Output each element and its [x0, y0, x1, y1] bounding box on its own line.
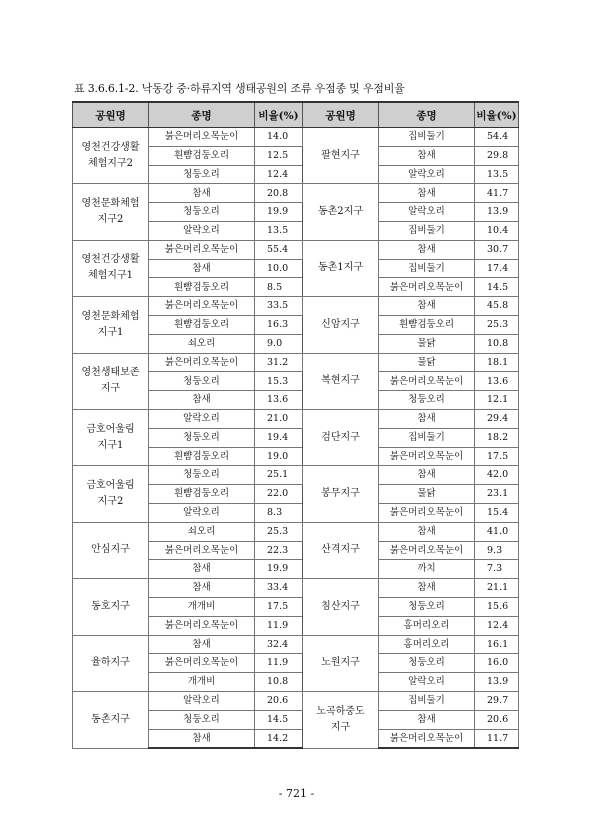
species-left: 개개비: [149, 673, 255, 692]
table-row: [73, 466, 519, 485]
species-left: 알락오리: [149, 221, 255, 240]
park-name-left: 동촌지구: [73, 691, 149, 748]
ratio-right: 17.5: [475, 447, 519, 466]
species-right: 집비둘기: [379, 691, 475, 710]
species-right: 물닭: [379, 334, 475, 353]
header-species-right: 종명: [379, 102, 475, 128]
species-left: 붉은머리오목눈이: [149, 541, 255, 560]
species-left: 흰뺨검둥오리: [149, 447, 255, 466]
ratio-right: 54.4: [475, 128, 519, 147]
species-left: 알락오리: [149, 503, 255, 522]
table-row: [73, 522, 519, 541]
park-name-right: 노곡하중도 지구: [303, 691, 379, 748]
species-right: 붉은머리오목눈이: [379, 729, 475, 748]
table-row: [73, 635, 519, 654]
ratio-left: 8.5: [255, 278, 303, 297]
park-name-right: 침산지구: [303, 579, 379, 635]
park-name-right: 복현지구: [303, 353, 379, 409]
park-name-right: 봉무지구: [303, 466, 379, 522]
species-left: 개개비: [149, 597, 255, 616]
species-right: 홍머리오리: [379, 616, 475, 635]
species-right: 참새: [379, 522, 475, 541]
species-right: 집비둘기: [379, 259, 475, 278]
ratio-right: 41.0: [475, 522, 519, 541]
ratio-right: 11.7: [475, 729, 519, 748]
ratio-right: 15.6: [475, 597, 519, 616]
ratio-left: 31.2: [255, 353, 303, 372]
species-right: 참새: [379, 184, 475, 203]
park-name-right: 신암지구: [303, 297, 379, 353]
ratio-left: 16.3: [255, 315, 303, 334]
park-name-left: 영천생태보존 지구: [73, 353, 149, 409]
species-left: 청둥오리: [149, 428, 255, 447]
park-name-right: 동촌2지구: [303, 184, 379, 240]
table-row: [73, 128, 519, 147]
park-name-right: 검단지구: [303, 409, 379, 465]
ratio-left: 20.6: [255, 691, 303, 710]
table-row: [73, 579, 519, 598]
ratio-left: 20.8: [255, 184, 303, 203]
ratio-right: 14.5: [475, 278, 519, 297]
ratio-left: 55.4: [255, 240, 303, 259]
table-row: [73, 353, 519, 372]
ratio-right: 15.4: [475, 503, 519, 522]
species-left: 붉은머리오목눈이: [149, 654, 255, 673]
ratio-left: 17.5: [255, 597, 303, 616]
park-name-right: 팔현지구: [303, 128, 379, 184]
species-right: 집비둘기: [379, 128, 475, 147]
species-right: 물닭: [379, 353, 475, 372]
species-left: 알락오리: [149, 691, 255, 710]
ratio-left: 10.8: [255, 673, 303, 692]
ratio-right: 16.0: [475, 654, 519, 673]
species-left: 붉은머리오목눈이: [149, 240, 255, 259]
ratio-right: 13.9: [475, 203, 519, 222]
ratio-left: 21.0: [255, 409, 303, 428]
ratio-left: 11.9: [255, 616, 303, 635]
ratio-right: 13.6: [475, 372, 519, 391]
ratio-left: 12.5: [255, 146, 303, 165]
ratio-left: 33.4: [255, 579, 303, 598]
park-name-right: 산격지구: [303, 522, 379, 578]
ratio-left: 19.4: [255, 428, 303, 447]
ratio-left: 14.5: [255, 710, 303, 729]
species-left: 붉은머리오목눈이: [149, 128, 255, 147]
species-left: 참새: [149, 259, 255, 278]
ratio-right: 42.0: [475, 466, 519, 485]
species-left: 붉은머리오목눈이: [149, 353, 255, 372]
ratio-left: 19.9: [255, 560, 303, 579]
ratio-right: 45.8: [475, 297, 519, 316]
ratio-right: 7.3: [475, 560, 519, 579]
ratio-right: 30.7: [475, 240, 519, 259]
table-row: [73, 240, 519, 259]
table-row: [73, 297, 519, 316]
table-row: [73, 409, 519, 428]
species-left: 참새: [149, 579, 255, 598]
species-right: 까치: [379, 560, 475, 579]
species-left: 흰뺨검둥오리: [149, 278, 255, 297]
ratio-right: 21.1: [475, 579, 519, 598]
park-name-left: 영천문화체험 지구1: [73, 297, 149, 353]
ratio-left: 14.0: [255, 128, 303, 147]
species-left: 흰뺨검둥오리: [149, 485, 255, 504]
species-right: 붉은머리오목눈이: [379, 503, 475, 522]
ratio-right: 9.3: [475, 541, 519, 560]
ratio-right: 29.4: [475, 409, 519, 428]
table-caption: 표 3.6.6.1-2. 낙동강 중·하류지역 생태공원의 조류 우점종 및 우점비율: [74, 82, 405, 95]
species-left: 붉은머리오목눈이: [149, 297, 255, 316]
park-name-left: 영천문화체험 지구2: [73, 184, 149, 240]
species-right: 붉은머리오목눈이: [379, 372, 475, 391]
ratio-left: 22.3: [255, 541, 303, 560]
species-right: 홍머리오리: [379, 635, 475, 654]
ratio-right: 12.4: [475, 616, 519, 635]
species-right: 청둥오리: [379, 654, 475, 673]
species-right: 참새: [379, 297, 475, 316]
ratio-left: 13.6: [255, 391, 303, 410]
header-ratio-left: 비율(%): [255, 102, 303, 128]
species-right: 참새: [379, 579, 475, 598]
park-name-left: 금호어울림 지구2: [73, 466, 149, 522]
ratio-right: 18.2: [475, 428, 519, 447]
ratio-left: 19.9: [255, 203, 303, 222]
species-right: 붉은머리오목눈이: [379, 541, 475, 560]
ratio-left: 13.5: [255, 221, 303, 240]
ratio-right: 29.7: [475, 691, 519, 710]
bird-dominance-table: [72, 101, 519, 749]
ratio-left: 22.0: [255, 485, 303, 504]
ratio-right: 16.1: [475, 635, 519, 654]
ratio-left: 25.3: [255, 522, 303, 541]
ratio-right: 13.9: [475, 673, 519, 692]
species-left: 흰뺨검둥오리: [149, 315, 255, 334]
header-park-left: 공원명: [73, 102, 149, 128]
ratio-left: 8.3: [255, 503, 303, 522]
table-body: [73, 128, 519, 749]
ratio-right: 41.7: [475, 184, 519, 203]
park-name-left: 금호어울림 지구1: [73, 409, 149, 465]
species-left: 쇠오리: [149, 522, 255, 541]
park-name-right: 동촌1지구: [303, 240, 379, 296]
species-left: 붉은머리오목눈이: [149, 616, 255, 635]
park-name-left: 영천건강생활 체험지구2: [73, 128, 149, 184]
table-row: [73, 184, 519, 203]
ratio-left: 11.9: [255, 654, 303, 673]
ratio-right: 17.4: [475, 259, 519, 278]
ratio-right: 25.3: [475, 315, 519, 334]
species-right: 참새: [379, 409, 475, 428]
species-left: 쇠오리: [149, 334, 255, 353]
ratio-left: 14.2: [255, 729, 303, 748]
table-row: [73, 691, 519, 710]
species-right: 붉은머리오목눈이: [379, 278, 475, 297]
species-left: 청둥오리: [149, 466, 255, 485]
species-right: 청둥오리: [379, 597, 475, 616]
species-left: 청둥오리: [149, 165, 255, 184]
header-species-left: 종명: [149, 102, 255, 128]
ratio-right: 29.8: [475, 146, 519, 165]
park-name-left: 영천건강생활 체험지구1: [73, 240, 149, 296]
ratio-left: 9.0: [255, 334, 303, 353]
species-left: 참새: [149, 729, 255, 748]
ratio-right: 10.8: [475, 334, 519, 353]
ratio-right: 20.6: [475, 710, 519, 729]
species-left: 청둥오리: [149, 203, 255, 222]
ratio-right: 13.5: [475, 165, 519, 184]
species-right: 물닭: [379, 485, 475, 504]
table-header-row: [73, 102, 519, 128]
park-name-left: 안심지구: [73, 522, 149, 578]
species-right: 알락오리: [379, 673, 475, 692]
species-right: 참새: [379, 466, 475, 485]
ratio-right: 23.1: [475, 485, 519, 504]
species-right: 알락오리: [379, 203, 475, 222]
species-left: 알락오리: [149, 409, 255, 428]
park-name-left: 동호지구: [73, 579, 149, 635]
park-name-right: 노원지구: [303, 635, 379, 691]
species-right: 참새: [379, 240, 475, 259]
ratio-left: 25.1: [255, 466, 303, 485]
ratio-left: 12.4: [255, 165, 303, 184]
ratio-right: 10.4: [475, 221, 519, 240]
ratio-right: 12.1: [475, 391, 519, 410]
species-left: 청둥오리: [149, 372, 255, 391]
ratio-right: 18.1: [475, 353, 519, 372]
species-right: 알락오리: [379, 165, 475, 184]
ratio-left: 33.5: [255, 297, 303, 316]
park-name-left: 율하지구: [73, 635, 149, 691]
species-left: 참새: [149, 635, 255, 654]
species-left: 참새: [149, 391, 255, 410]
species-right: 참새: [379, 710, 475, 729]
ratio-left: 32.4: [255, 635, 303, 654]
species-right: 흰뺨검둥오리: [379, 315, 475, 334]
species-left: 참새: [149, 184, 255, 203]
species-right: 청둥오리: [379, 391, 475, 410]
species-right: 참새: [379, 146, 475, 165]
species-right: 집비둘기: [379, 221, 475, 240]
ratio-left: 19.0: [255, 447, 303, 466]
species-left: 참새: [149, 560, 255, 579]
header-park-right: 공원명: [303, 102, 379, 128]
species-left: 청둥오리: [149, 710, 255, 729]
ratio-left: 10.0: [255, 259, 303, 278]
species-left: 흰뺨검둥오리: [149, 146, 255, 165]
header-ratio-right: 비율(%): [475, 102, 519, 128]
page-number: - 721 -: [278, 787, 315, 800]
species-right: 붉은머리오목눈이: [379, 447, 475, 466]
ratio-left: 15.3: [255, 372, 303, 391]
species-right: 집비둘기: [379, 428, 475, 447]
